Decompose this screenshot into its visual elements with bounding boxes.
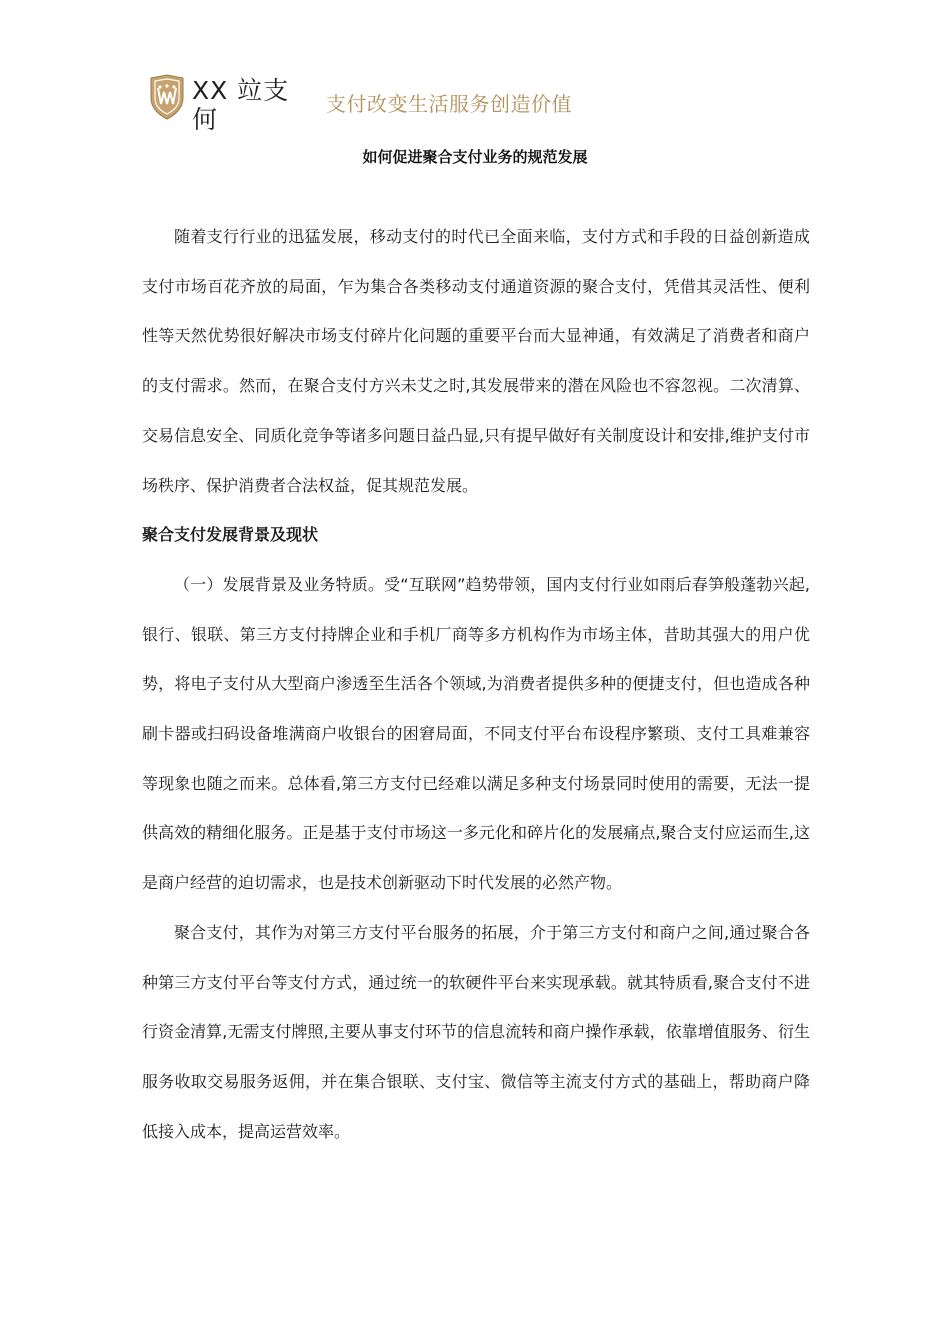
document-body [142, 212, 810, 1156]
background-paragraph: （一）发展背景及业务特质。受“互联网”趋势带领，国内支付行业如雨后春笋般蓬勃兴起,银行、银联、第三方支付持牌企业和手机厂商等多方机构作为市场主体，昔助其强大的用户优势，将电子支付从大型商户渗透至生活各个领域,为消费者提供多种的便捷支付，但也造成各种刷卡器或扫码设备堆满商户收银台的困窘局面，不同支付平台布设程序繁琐、支付工具难兼容等现象也随之而来。总体看,第三方支付已经难以满足多种支付场景同时使用的需要，无法一提供高效的精细化服务。正是基于支付市场这一多元化和碎片化的发展痛点,聚合支付应运而生,这是商户经营的迫切需求，也是技术创新驱动下时代发展的必然产物。 [142, 574, 810, 893]
section-heading: 聚合支付发展背景及现状 [142, 525, 319, 545]
slogan: 支付改变生活服务创造价值 [326, 92, 572, 116]
logo-text: XX 竝支何 [192, 76, 290, 134]
page-header [148, 72, 848, 142]
intro-paragraph: 随着支行行业的迅猛发展，移动支付的时代已全面来临，支付方式和手段的日益创新造成支付市场百花齐放的局面，乍为集合各类移动支付通道资源的聚合支付，凭借其灵活性、便利性等天然优势很好解决市场支付碎片化问题的重要平台而大显神通，有效满足了消费者和商户的支付需求。然而，在聚合支付方兴未艾之时,其发展带来的潜在风险也不容忽视。二次清算、交易信息安全、同质化竞争等诸多问题日益凸显,只有提早做好有关制度设计和安排,维护支付市场秩序、保护消费者合法权益，促其规范发展。 [142, 227, 810, 495]
definition-paragraph: 聚合支付，其作为对第三方支付平台服务的拓展，介于第三方支付和商户之间,通过聚合各种第三方支付平台等支付方式，通过统一的软硬件平台来实现承载。就其特质看,聚合支付不进行资金清算,无需支付牌照,主要从事支付环节的信息流转和商户操作承载，依靠增值服务、衍生服务收取交易服务返佣，并在集合银联、支付宝、微信等主流支付方式的基础上，帮助商户降低接入成本，提高运营效率。 [142, 922, 810, 1141]
shield-logo-icon [148, 74, 186, 120]
document-title: 如何促进聚合支付业务的规范发展 [362, 148, 588, 166]
